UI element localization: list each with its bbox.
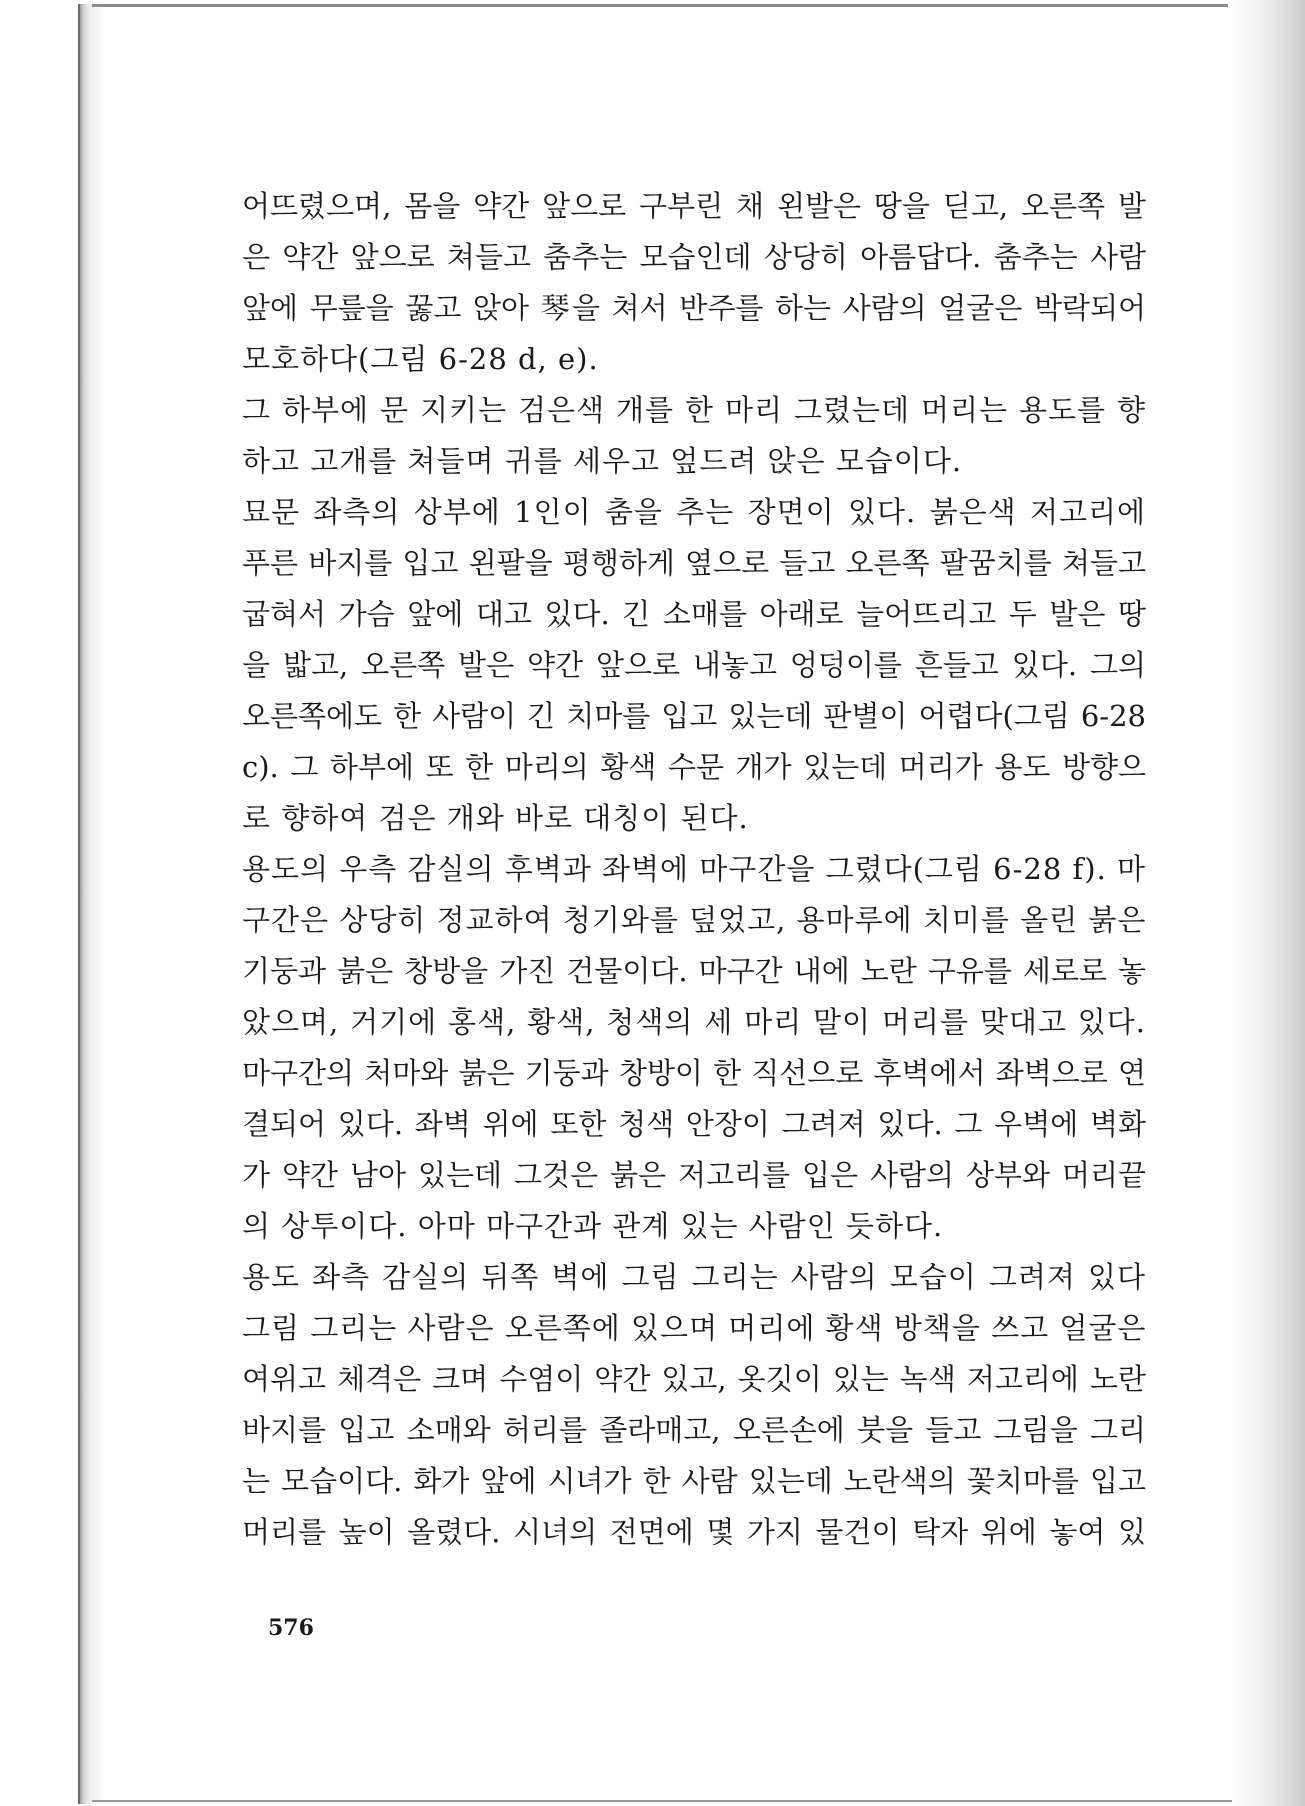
text-line: 오른쪽에도 한 사람이 긴 치마를 입고 있는데 판별이 어렵다(그림 6-28	[242, 699, 1146, 733]
text-line: 결되어 있다. 좌벽 위에 또한 청색 안장이 그려져 있다. 그 우벽에 벽화	[242, 1107, 1146, 1141]
text-line: 을 밟고, 오른쪽 발은 약간 앞으로 내놓고 엉덩이를 흔들고 있다. 그의	[242, 648, 1146, 682]
text-line: 앞에 무릎을 꿇고 앉아 琴을 쳐서 반주를 하는 사람의 얼굴은 박락되어	[242, 291, 1146, 325]
book-edge-left	[78, 4, 106, 1804]
text-line: 가 약간 남아 있는데 그것은 붉은 저고리를 입은 사람의 상부와 머리끝	[242, 1158, 1146, 1192]
book-edge-bottom	[92, 1800, 1232, 1802]
text-line: 로 향하여 검은 개와 바로 대칭이 된다.	[242, 801, 749, 835]
text-line: 모호하다(그림 6-28 d, e).	[242, 342, 599, 376]
body-text	[242, 181, 1146, 1558]
text-line: 머리를 높이 올렸다. 시녀의 전면에 몇 가지 물건이 탁자 위에 놓여 있	[242, 1515, 1146, 1549]
text-line: 어뜨렸으며, 몸을 약간 앞으로 구부린 채 왼발은 땅을 딛고, 오른쪽 발	[242, 189, 1146, 223]
text-line: 푸른 바지를 입고 왼팔을 평행하게 옆으로 들고 오른쪽 팔꿈치를 쳐들고	[242, 546, 1146, 580]
text-line: 굽혀서 가슴 앞에 대고 있다. 긴 소매를 아래로 늘어뜨리고 두 발은 땅	[242, 597, 1146, 631]
text-line: 은 약간 앞으로 쳐들고 춤추는 모습인데 상당히 아름답다. 춤추는 사람	[242, 240, 1146, 274]
text-line: 는 모습이다. 화가 앞에 시녀가 한 사람 있는데 노란색의 꽃치마를 입고	[242, 1464, 1146, 1498]
page-number: 576	[268, 1615, 314, 1641]
text-line: 하고 고개를 쳐들며 귀를 세우고 엎드려 앉은 모습이다.	[242, 444, 963, 478]
text-line: 았으며, 거기에 홍색, 황색, 청색의 세 마리 말이 머리를 맞대고 있다.	[242, 1005, 1146, 1039]
text-line: 묘문 좌측의 상부에 1인이 춤을 추는 장면이 있다. 붉은색 저고리에	[242, 495, 1146, 529]
text-line: 기둥과 붉은 창방을 가진 건물이다. 마구간 내에 노란 구유를 세로로 놓	[242, 954, 1146, 988]
book-edge-top	[92, 4, 1232, 7]
text-line: 그 하부에 문 지키는 검은색 개를 한 마리 그렸는데 머리는 용도를 향	[242, 393, 1146, 427]
text-line: 그림 그리는 사람은 오른쪽에 있으며 머리에 황색 방책을 쓰고 얼굴은	[242, 1311, 1147, 1345]
text-line: 용도의 우측 감실의 후벽과 좌벽에 마구간을 그렸다(그림 6-28 f). 마	[242, 852, 1147, 886]
text-line: 의 상투이다. 아마 마구간과 관계 있는 사람인 듯하다.	[242, 1209, 944, 1243]
text-line: 여위고 체격은 크며 수염이 약간 있고, 옷깃이 있는 녹색 저고리에 노란	[242, 1362, 1146, 1396]
text-line: c). 그 하부에 또 한 마리의 황색 수문 개가 있는데 머리가 용도 방향으	[242, 750, 1146, 784]
text-line: 마구간의 처마와 붉은 기둥과 창방이 한 직선으로 후벽에서 좌벽으로 연	[242, 1056, 1146, 1090]
text-line: 바지를 입고 소매와 허리를 졸라매고, 오른손에 붓을 들고 그림을 그리	[242, 1413, 1146, 1447]
text-line: 용도 좌측 감실의 뒤쪽 벽에 그림 그리는 사람의 모습이 그려져 있다	[242, 1260, 1146, 1294]
text-line: 구간은 상당히 정교하여 청기와를 덮었고, 용마루에 치미를 올린 붉은	[242, 903, 1147, 937]
book-edge-right	[1228, 0, 1305, 1806]
